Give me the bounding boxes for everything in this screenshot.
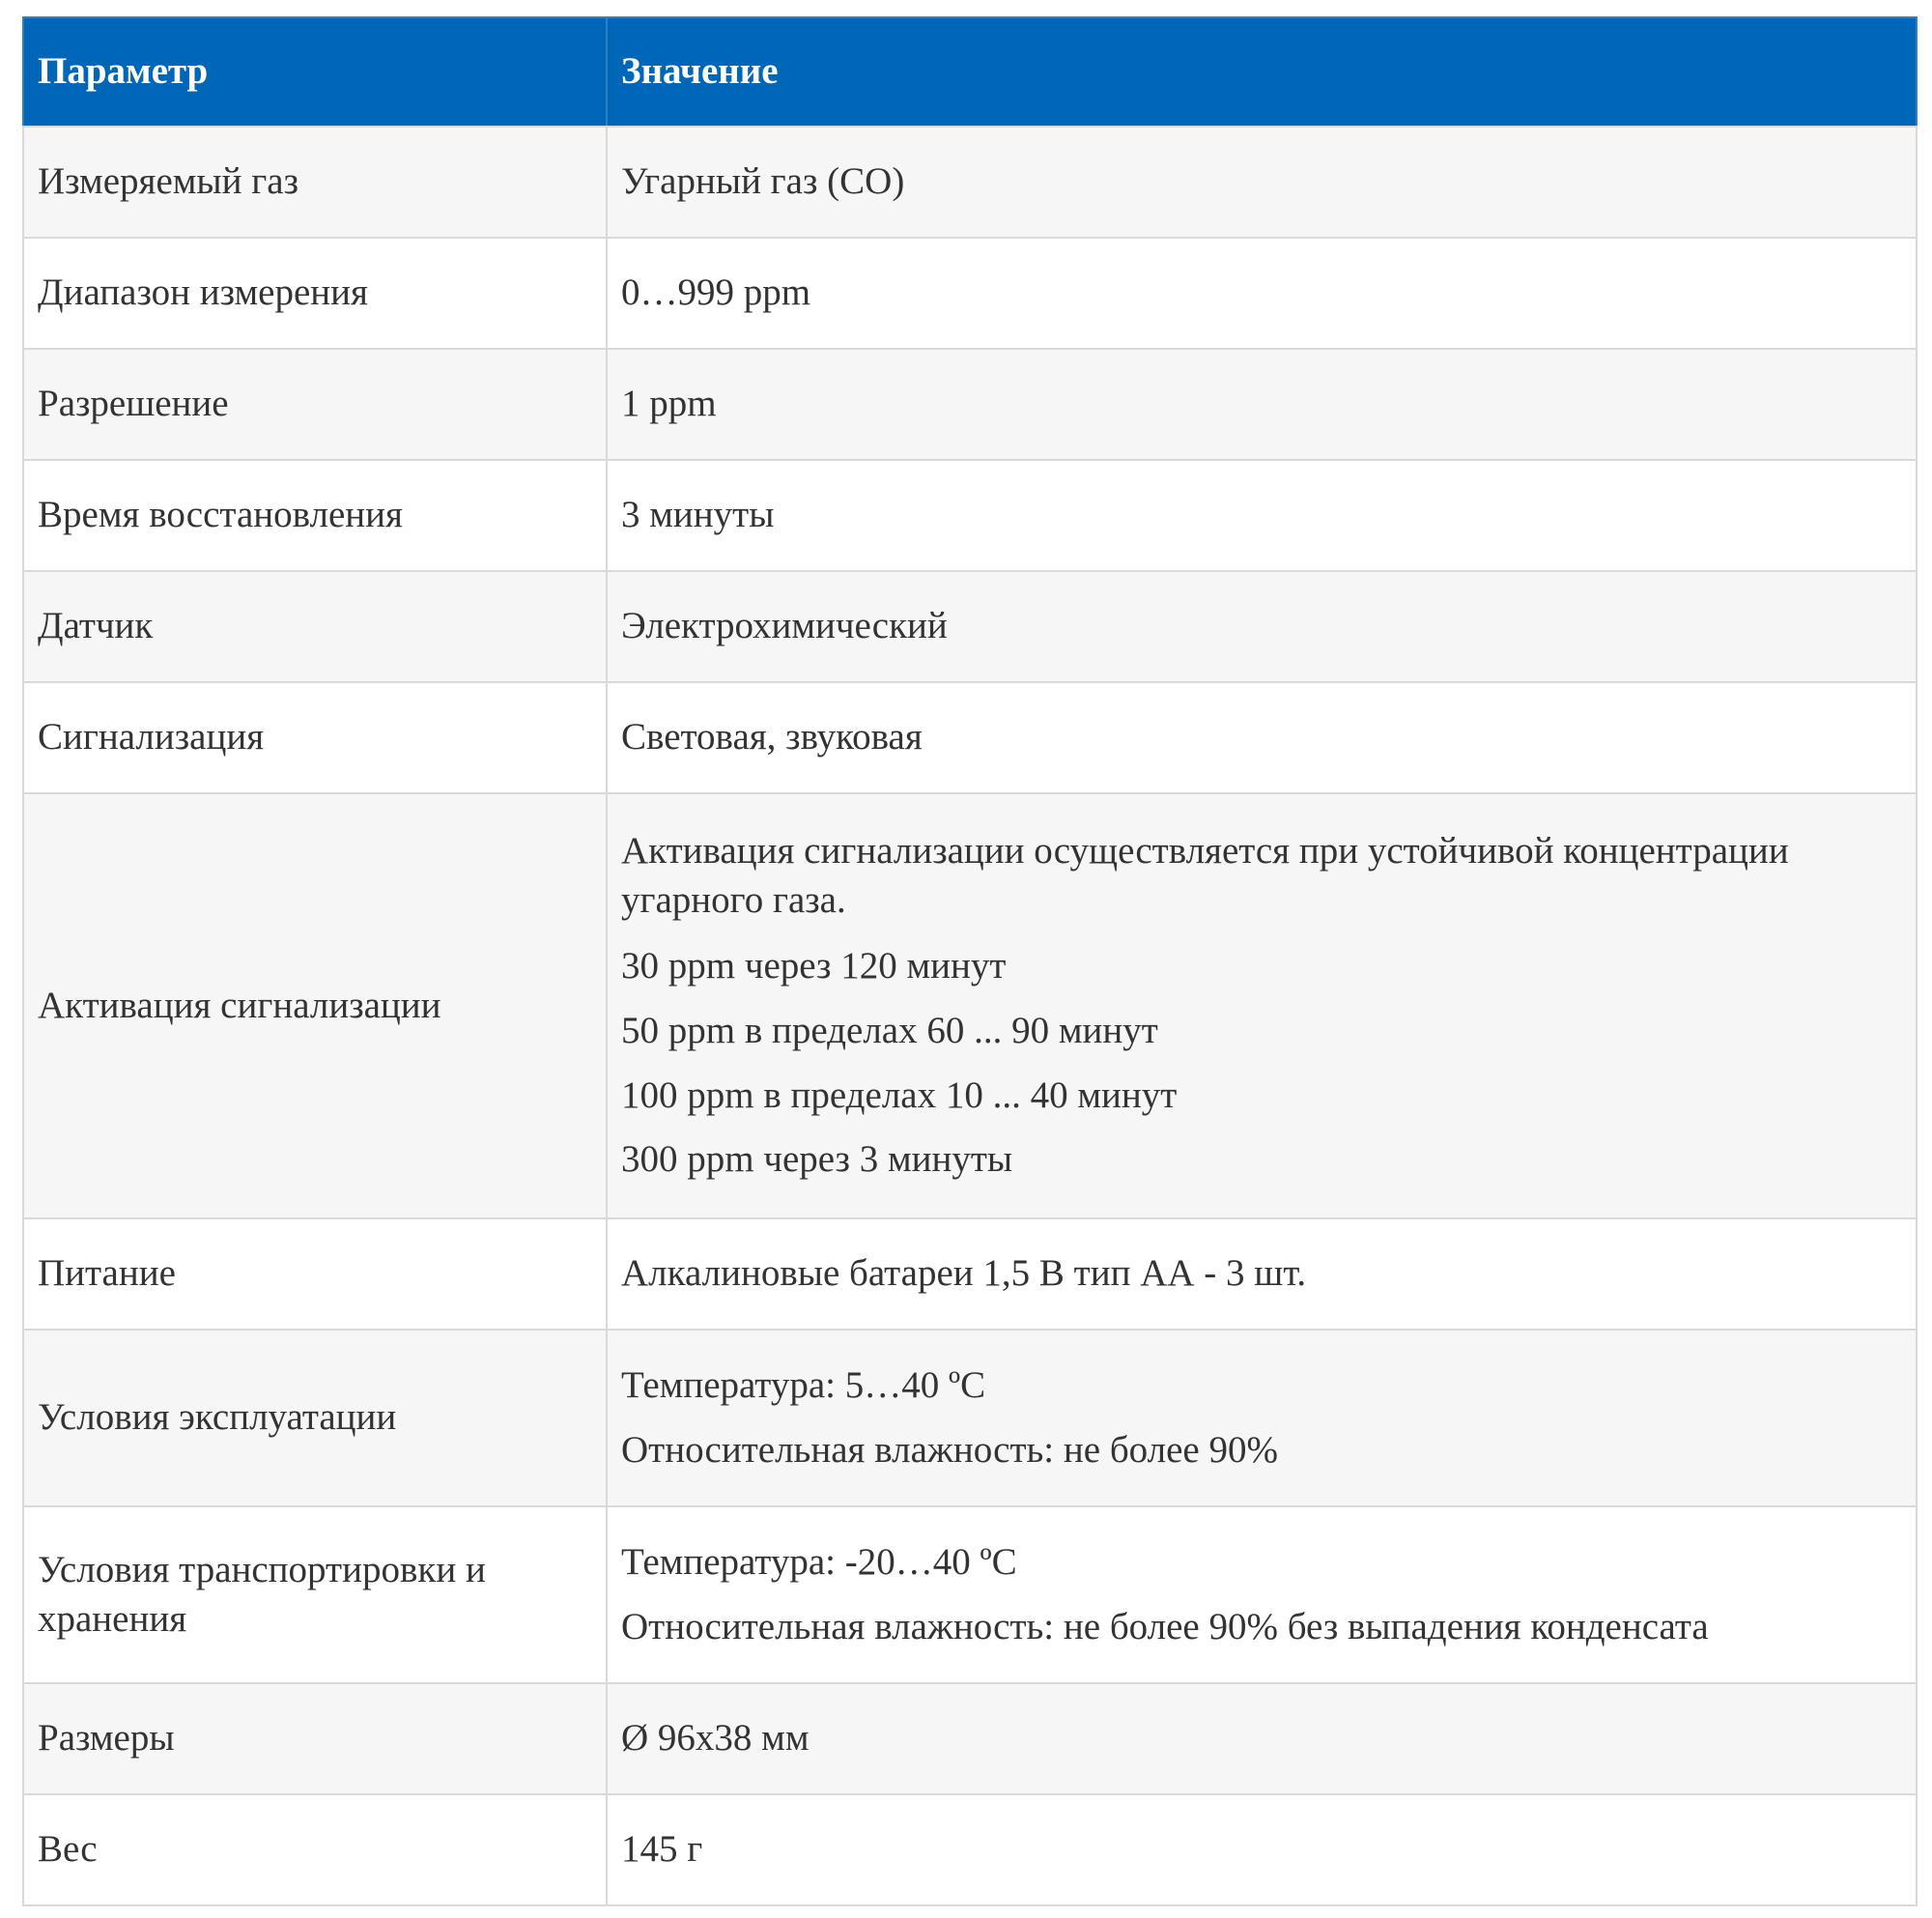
value-line: 30 ppm через 120 минут (621, 945, 1007, 988)
param-cell: Диапазон измерения (23, 238, 607, 349)
value-line: 300 ppm через 3 минуты (621, 1138, 1013, 1181)
param-cell: Активация сигнализации (23, 793, 607, 1218)
value-cell: 145 г (607, 1794, 1917, 1905)
value-line: Активация сигнализации осуществляется при устойчивой концентрации угарного газа. (621, 829, 1789, 921)
table-row (23, 1218, 1917, 1330)
value-line: Относительная влажность: не более 90% без выпадения конденсата (621, 1605, 1709, 1647)
header-value: Значение (607, 17, 1917, 127)
table-row (23, 682, 1917, 793)
value-cell: Ø 96х38 мм (607, 1683, 1917, 1794)
value-cell: Электрохимический (607, 571, 1917, 682)
table-row (23, 1794, 1917, 1905)
value-cell: Алкалиновые батареи 1,5 В тип АА - 3 шт. (607, 1218, 1917, 1330)
table-row (23, 1330, 1917, 1506)
spec-table (22, 16, 1918, 1906)
value-line: Температура: 5…40 ºC (621, 1363, 986, 1406)
table-row (23, 460, 1917, 571)
value-line: Относительная влажность: не более 90% (621, 1428, 1278, 1471)
header-parameter: Параметр (23, 17, 607, 127)
table-row (23, 793, 1917, 1218)
param-cell: Разрешение (23, 349, 607, 460)
table-row (23, 127, 1917, 238)
param-cell: Питание (23, 1218, 607, 1330)
table-row (23, 1683, 1917, 1794)
param-cell: Датчик (23, 571, 607, 682)
table-row (23, 571, 1917, 682)
param-cell: Измеряемый газ (23, 127, 607, 238)
value-cell: Световая, звуковая (607, 682, 1917, 793)
param-cell: Условия транспортировки и хранения (23, 1506, 607, 1683)
value-cell: Угарный газ (CO) (607, 127, 1917, 238)
value-cell (607, 1506, 1917, 1683)
value-cell (607, 1330, 1917, 1506)
param-cell: Вес (23, 1794, 607, 1905)
value-line: 50 ppm в пределах 60 ... 90 минут (621, 1010, 1158, 1051)
value-cell: 0…999 ppm (607, 238, 1917, 349)
table-header-row (23, 17, 1917, 127)
value-cell (607, 793, 1917, 1218)
value-line: Температура: -20…40 ºC (621, 1540, 1017, 1583)
table-row (23, 1506, 1917, 1683)
param-cell: Размеры (23, 1683, 607, 1794)
value-cell: 3 минуты (607, 460, 1917, 571)
param-cell: Время восстановления (23, 460, 607, 571)
value-cell: 1 ppm (607, 349, 1917, 460)
table-row (23, 238, 1917, 349)
value-line: 100 ppm в пределах 10 ... 40 минут (621, 1074, 1178, 1116)
table-row (23, 349, 1917, 460)
param-cell: Сигнализация (23, 682, 607, 793)
param-cell: Условия эксплуатации (23, 1330, 607, 1506)
